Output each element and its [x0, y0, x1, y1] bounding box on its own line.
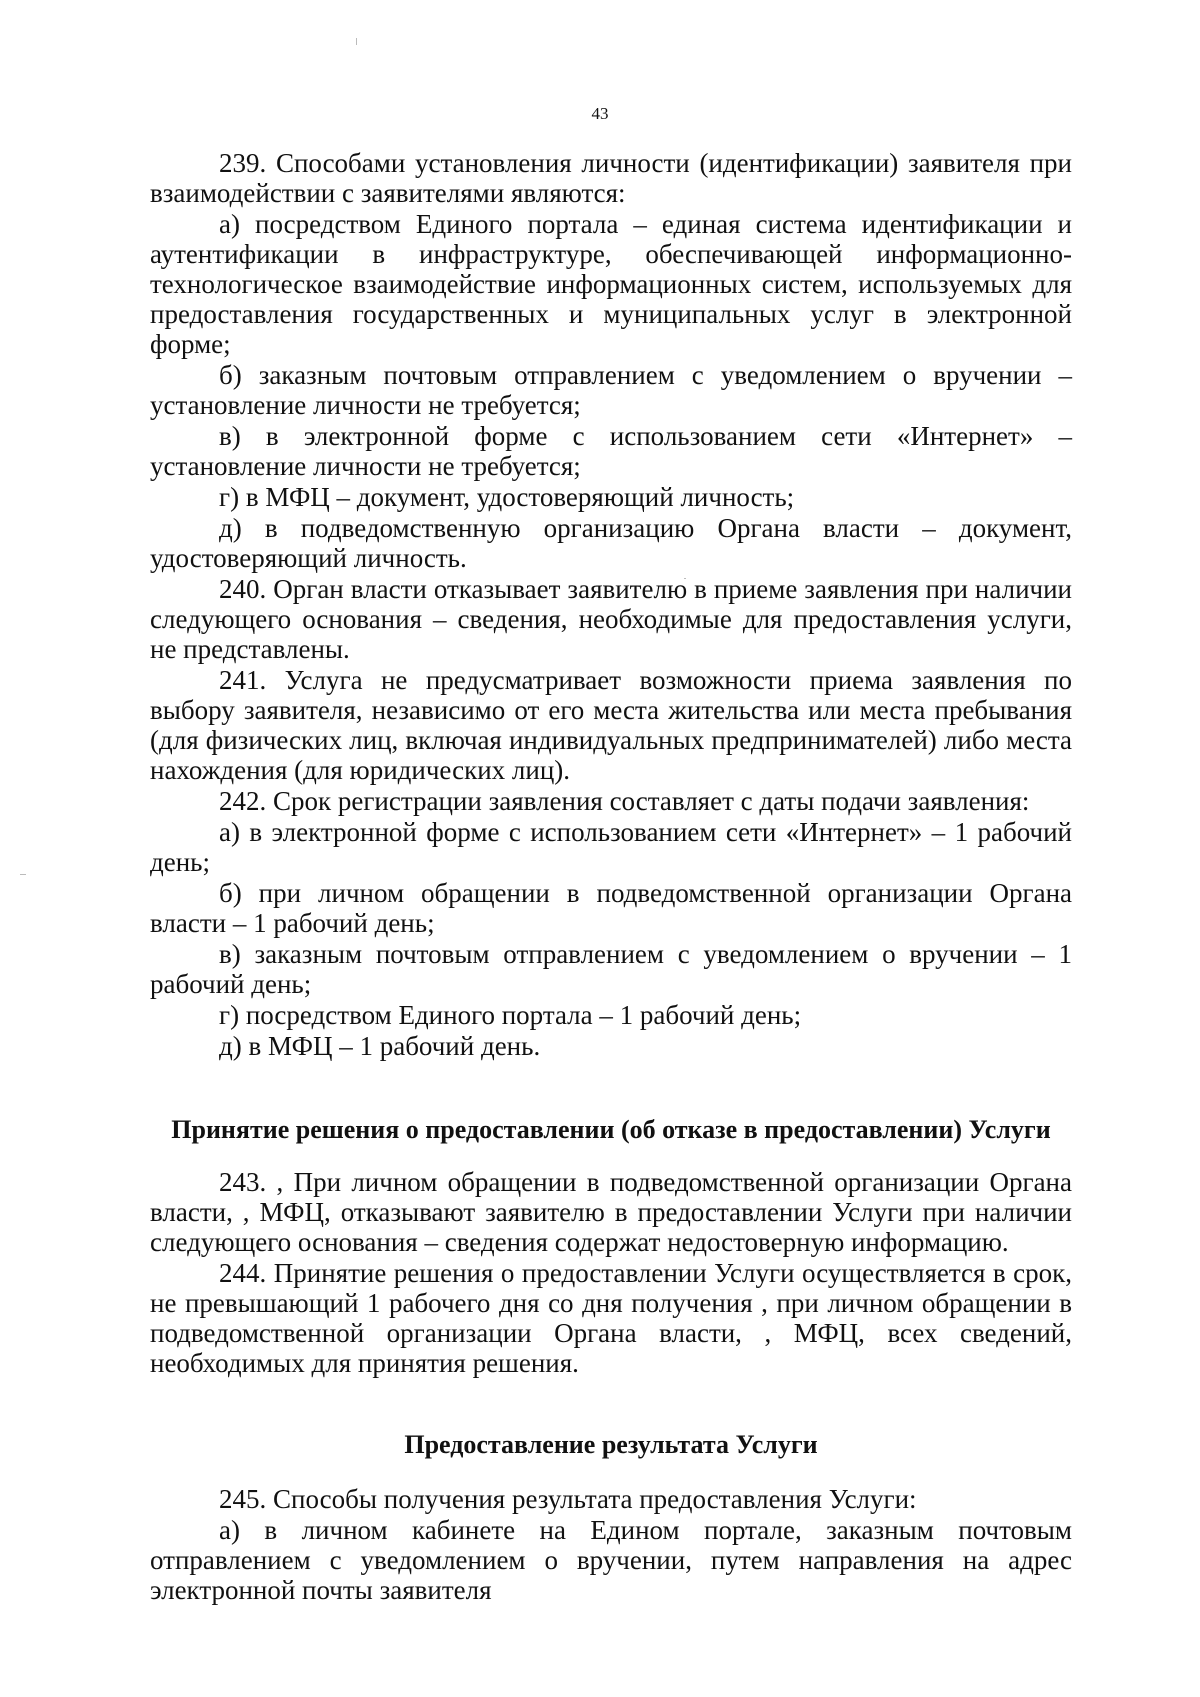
- paragraph-243: 243. , При личном обращении в подведомственной организации Органа власти, , МФЦ, отказывают заявителю в предоставлении Услуги при наличии следующего основания – сведения содержат недостоверную информацию.: [150, 1167, 1072, 1257]
- paragraph-244: 244. Принятие решения о предоставлении Услуги осуществляется в срок, не превышающий 1 рабочего дня со дня получения , при личном обращении в подведомственной организации Органа власти, , МФЦ, всех сведений, необходимых для принятия решения.: [150, 1258, 1072, 1378]
- paragraph-242: 242. Срок регистрации заявления составляет с даты подачи заявления:: [219, 786, 1030, 816]
- paragraph-239-b: б) заказным почтовым отправлением с уведомлением о вручении – установление личности не требуется;: [150, 360, 1072, 420]
- page-number: 43: [591, 104, 609, 123]
- paragraph-245: 245. Способы получения результата предоставления Услуги:: [219, 1484, 917, 1514]
- document-body: [150, 148, 1072, 1606]
- paragraph-240: 240. Орган власти отказывает заявителю в приеме заявления при наличии следующего основания – сведения, необходимые для предоставления услуги, не представлены.: [150, 574, 1072, 664]
- paragraph-239-a: а) посредством Единого портала – единая система идентификации и аутентификации в инфраструктуре, обеспечивающей информационно-технологическое взаимодействие информационных систем, используемых для предоставления государственных и муниципальных услуг в электронной форме;: [150, 209, 1072, 359]
- scan-mark-top: [356, 38, 357, 45]
- paragraph-239-v: в) в электронной форме с использованием сети «Интернет» – установление личности не требуется;: [150, 421, 1072, 481]
- paragraph-245-a: а) в личном кабинете на Едином портале, заказным почтовым отправлением с уведомлением о вручении, путем направления на адрес электронной почты заявителя: [150, 1515, 1072, 1605]
- paragraph-241: 241. Услуга не предусматривает возможности приема заявления по выбору заявителя, независимо от его места жительства или места пребывания (для физических лиц, включая индивидуальных предпринимателей) либо места нахождения (для юридических лиц).: [150, 665, 1072, 785]
- scan-mark-left: [20, 874, 26, 875]
- paragraph-242-v: в) заказным почтовым отправлением с уведомлением о вручении – 1 рабочий день;: [150, 939, 1072, 999]
- paragraph-242-b: б) при личном обращении в подведомственной организации Органа власти – 1 рабочий день;: [150, 878, 1072, 938]
- paragraph-239: 239. Способами установления личности (идентификации) заявителя при взаимодействии с заявителями являются:: [150, 148, 1072, 208]
- paragraph-242-d: д) в МФЦ – 1 рабочий день.: [219, 1031, 541, 1061]
- section-heading-decision: Принятие решения о предоставлении (об отказе в предоставлении) Услуги: [171, 1115, 1051, 1144]
- section-heading-result: Предоставление результата Услуги: [404, 1430, 818, 1459]
- paragraph-242-g: г) посредством Единого портала – 1 рабочий день;: [219, 1000, 802, 1030]
- paragraph-239-g: г) в МФЦ – документ, удостоверяющий личность;: [219, 482, 795, 512]
- paragraph-239-d: д) в подведомственную организацию Органа власти – документ, удостоверяющий личность.: [150, 513, 1072, 573]
- paragraph-242-a: а) в электронной форме с использованием сети «Интернет» – 1 рабочий день;: [150, 817, 1072, 877]
